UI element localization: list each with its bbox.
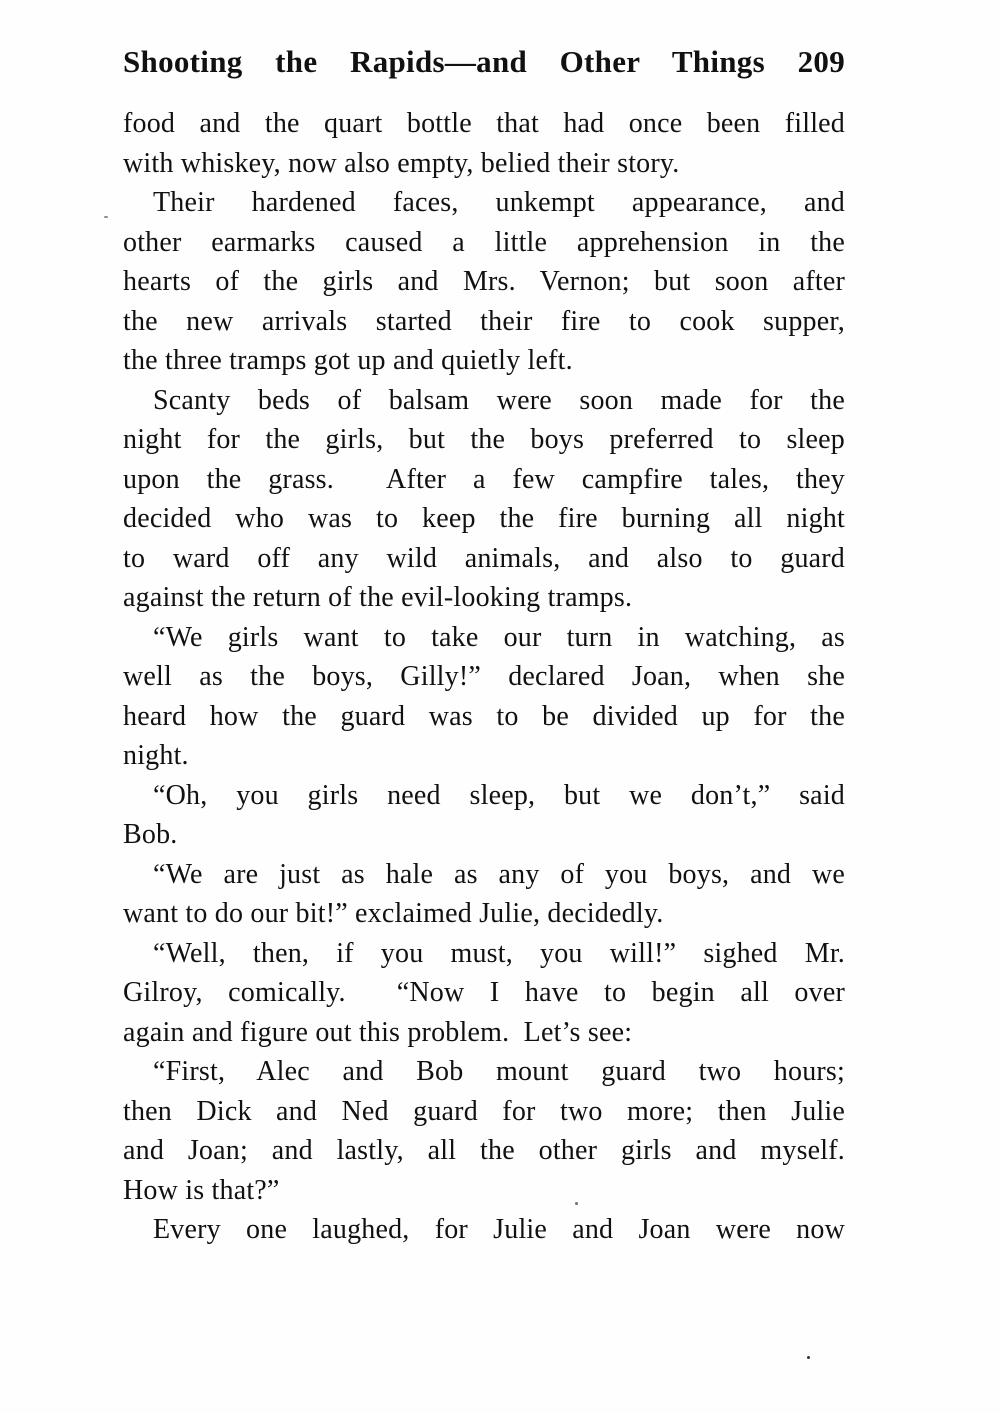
text-line: then Dick and Ned guard for two more; then Julie [123, 1095, 845, 1127]
text-line: “Well, then, if you must, you will!” sighed Mr. [153, 937, 845, 969]
text-line: heard how the guard was to be divided up for the [123, 700, 845, 732]
text-line: with whiskey, now also empty, belied their story. [123, 147, 680, 179]
paragraph [123, 618, 845, 776]
text-line: the new arrivals started their fire to cook supper, [123, 305, 845, 337]
text-line: How is that?” [123, 1174, 280, 1206]
chapter-title: Shooting the Rapids—and Other Things [123, 44, 765, 79]
text-line: hearts of the girls and Mrs. Vernon; but soon after [123, 266, 845, 297]
text-line: Every one laughed, for Julie and Joan were now [153, 1214, 845, 1245]
text-line: decided who was to keep the fire burning all night [123, 503, 845, 534]
text-line: against the return of the evil-looking tramps. [123, 582, 633, 613]
text-line: night for the girls, but the boys preferred to sleep [123, 424, 845, 455]
paragraph [123, 934, 845, 1053]
text-line: night. [123, 740, 189, 771]
text-line: Their hardened faces, unkempt appearance, and [153, 187, 845, 218]
text-line: upon the grass. After a few campfire tales, they [123, 463, 845, 495]
running-header [123, 42, 845, 82]
text-line: food and the quart bottle that had once been filled [123, 108, 845, 139]
text-line: “We are just as hale as any of you boys, and we [153, 858, 845, 890]
text-line: well as the boys, Gilly!” declared Joan, when she [123, 661, 845, 692]
ink-speck [807, 1356, 810, 1359]
text-line: and Joan; and lastly, all the other girls and myself. [123, 1135, 845, 1166]
text-line: the three tramps got up and quietly left. [123, 345, 573, 376]
text-line: “Oh, you girls need sleep, but we don’t,” said [153, 779, 845, 811]
ink-speck [575, 1202, 578, 1205]
page-body [123, 104, 845, 1250]
paragraph [123, 1210, 845, 1250]
text-line: Bob. [123, 819, 178, 850]
text-line: other earmarks caused a little apprehension in the [123, 226, 845, 258]
text-line: “We girls want to take our turn in watching, as [153, 621, 845, 653]
paragraph [123, 776, 845, 855]
paragraph [123, 381, 845, 618]
text-line: again and figure out this problem. Let’s see: [123, 1016, 633, 1048]
text-line: Gilroy, comically. “Now I have to begin all over [123, 977, 845, 1008]
paragraph [123, 183, 845, 381]
text-line: Scanty beds of balsam were soon made for the [153, 384, 845, 416]
paragraph [123, 104, 845, 183]
paragraph [123, 855, 845, 934]
text-line: to ward off any wild animals, and also to guard [123, 542, 845, 574]
ink-speck [104, 216, 108, 218]
text-line: want to do our bit!” exclaimed Julie, decidedly. [123, 898, 664, 929]
paragraph [123, 1052, 845, 1210]
page-number: 209 [797, 44, 845, 79]
text-line: “First, Alec and Bob mount guard two hours; [153, 1056, 845, 1087]
